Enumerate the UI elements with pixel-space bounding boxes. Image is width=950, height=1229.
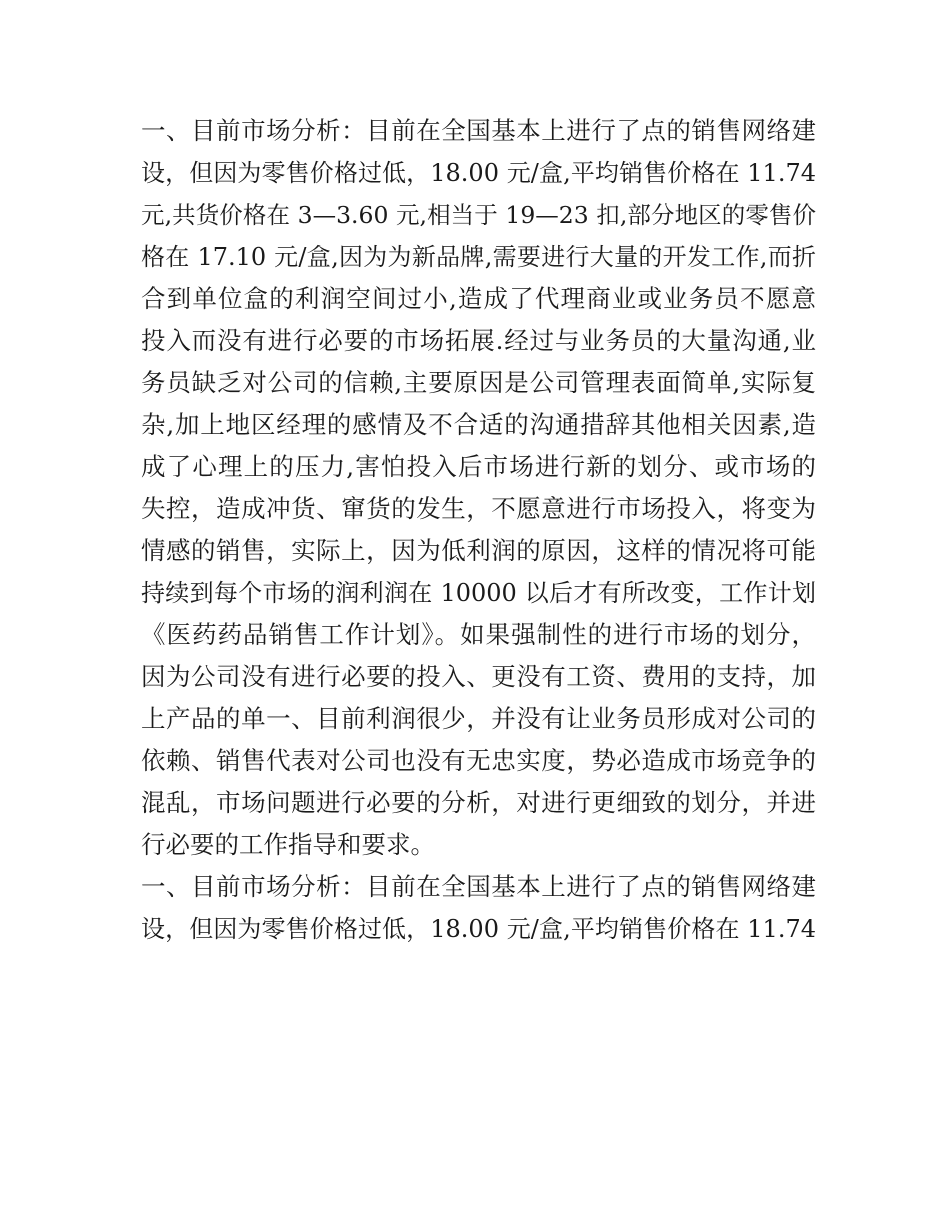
- paragraph-2-line-1: 一、目前市场分析：目前在全国基本上进行了点的销售网络建: [141, 872, 816, 901]
- paragraph-1-line-10: 失控，造成冲货、窜货的发生，不愿意进行市场投入，将变为: [141, 494, 816, 523]
- paragraph-1-line-2: 设，但因为零售价格过低，18.00 元/盒,平均销售价格在 11.74: [141, 159, 816, 187]
- paragraph-1-line-7: 务员缺乏对公司的信赖,主要原因是公司管理表面简单,实际复: [141, 368, 816, 397]
- paragraph-1-line-4: 格在 17.10 元/盒,因为为新品牌,需要进行大量的开发工作,而折: [141, 243, 816, 271]
- paragraph-1-line-12: 持续到每个市场的润利润在 10000 以后才有所改变，工作计划: [141, 579, 816, 607]
- paragraph-1-line-9: 成了心理上的压力,害怕投入后市场进行新的划分、或市场的: [141, 452, 816, 481]
- paragraph-1-line-18: 行必要的工作指导和要求。: [141, 830, 435, 859]
- paragraph-1-line-11: 情感的销售，实际上，因为低利润的原因，这样的情况将可能: [141, 536, 816, 565]
- document-body: [141, 110, 816, 950]
- paragraph-1-line-14: 因为公司没有进行必要的投入、更没有工资、费用的支持，加: [141, 662, 816, 691]
- paragraph-1-line-3: 元,共货价格在 3—3.60 元,相当于 19—23 扣,部分地区的零售价: [141, 201, 816, 229]
- paragraph-1-line-1: 一、目前市场分析：目前在全国基本上进行了点的销售网络建: [141, 116, 816, 145]
- paragraph-1-line-17: 混乱，市场问题进行必要的分析，对进行更细致的划分，并进: [141, 788, 816, 817]
- paragraph-1-line-13: 《医药药品销售工作计划》。如果强制性的进行市场的划分，: [141, 620, 816, 649]
- paragraph-1-line-15: 上产品的单一、目前利润很少，并没有让业务员形成对公司的: [141, 704, 816, 733]
- paragraph-2-line-2: 设，但因为零售价格过低，18.00 元/盒,平均销售价格在 11.74: [141, 915, 816, 943]
- paragraph-1-line-8: 杂,加上地区经理的感情及不合适的沟通措辞其他相关因素,造: [141, 410, 816, 439]
- paragraph-1-line-5: 合到单位盒的利润空间过小,造成了代理商业或业务员不愿意: [141, 284, 816, 313]
- paragraph-1-line-16: 依赖、销售代表对公司也没有无忠实度，势必造成市场竞争的: [141, 746, 816, 775]
- paragraph-1-line-6: 投入而没有进行必要的市场拓展.经过与业务员的大量沟通,业: [141, 326, 816, 355]
